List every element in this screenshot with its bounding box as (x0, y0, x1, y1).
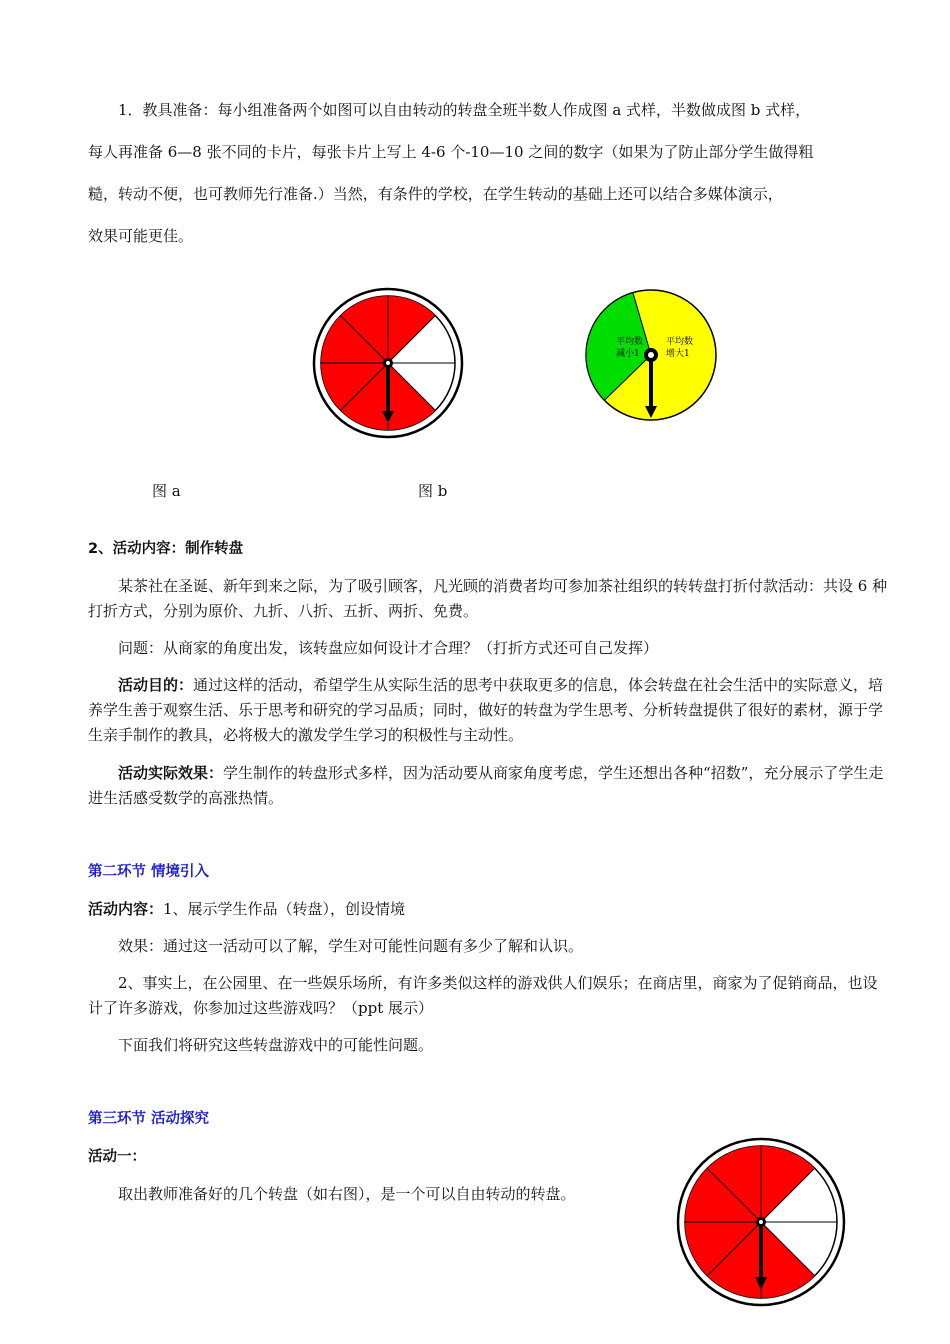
purpose-label: 活动目的： (118, 676, 194, 694)
spinner-figure-activity1 (676, 1137, 846, 1307)
section2-effect: 效果：通过这一活动可以了解，学生对可能性问题有多少了解和认识。 (118, 937, 584, 955)
caption-figure-b: 图 b (418, 482, 448, 500)
content-text: 1、展示学生作品（转盘），创设情境 (163, 900, 406, 918)
left-sector-label-2: 减小1 (616, 349, 640, 359)
activity2-paragraph: 某茶社在圣诞、新年到来之际，为了吸引顾客，凡光顾的消费者均可参加茶社组织的转转盘打折付款活动：共设 6 种打折方式，分别为原价、九折、八折、五折、两折、免费。 (88, 577, 888, 620)
effect-text: 学生制作的转盘形式多样，因为活动要从商家角度考虑，学生还想出各种“招数”，充分展示了学生走进生活感受数学的高涨热情。 (88, 764, 884, 807)
activity1-text: 取出教师准备好的几个转盘（如右图），是一个可以自由转动的转盘。 (118, 1185, 576, 1203)
spinner-figure-a (312, 287, 464, 439)
section2-paragraph-2: 2、事实上，在公园里、在一些娱乐场所，有许多类似这样的游戏供人们娱乐；在商店里，商家为了促销商品，也设计了许多游戏，你参加过这些游戏吗？（ppt 展示） (88, 974, 878, 1017)
spinner-figure-b (584, 288, 718, 422)
activity2-heading: 2、活动内容：制作转盘 (88, 541, 244, 557)
purpose-text: 通过这样的活动，希望学生从实际生活的思考中获取更多的信息，体会转盘在社会生活中的实际意义，培养学生善于观察生活、乐于思考和研究的学习品质；同时，做好的转盘为学生思考、分析转盘提供了很好的素材，源于学生亲手制作的教具，必将极大的激发学生学习的积极性与主动性。 (88, 676, 884, 744)
activity2-effect (88, 761, 888, 811)
section2-title: 第二环节 情境引入 (88, 864, 210, 880)
right-sector-label-1: 平均数 (666, 337, 694, 347)
activity1-label: 活动一： (88, 1149, 146, 1165)
intro-line-1: 1．教具准备：每小组准备两个如图可以自由转动的转盘全班半数人作成图 a 式样，半数做成图 b 式样， (118, 101, 811, 119)
section2-content (88, 897, 888, 922)
intro-line-2: 每人再准备 6—8 张不同的卡片，每张卡片上写上 4-6 个-10—10 之间的数字（如果为了防止部分学生做得粗 (88, 143, 814, 161)
section2-paragraph-3: 下面我们将研究这些转盘游戏中的可能性问题。 (118, 1036, 434, 1054)
activity2-purpose (88, 673, 888, 748)
intro-line-4: 效果可能更佳。 (88, 227, 194, 245)
content-label: 活动内容： (88, 900, 164, 918)
activity2-question: 问题：从商家的角度出发，该转盘应如何设计才合理？（打折方式还可自己发挥） (118, 639, 659, 657)
right-sector-label-2: 增大1 (666, 349, 690, 359)
section3-title: 第三环节 活动探究 (88, 1111, 210, 1127)
caption-figure-a: 图 a (152, 482, 181, 500)
effect-label: 活动实际效果： (118, 764, 224, 782)
intro-line-3: 糙，转动不便，也可教师先行准备.）当然，有条件的学校，在学生转动的基础上还可以结合多媒体演示， (88, 185, 783, 203)
left-sector-label-1: 平均数 (616, 337, 644, 347)
